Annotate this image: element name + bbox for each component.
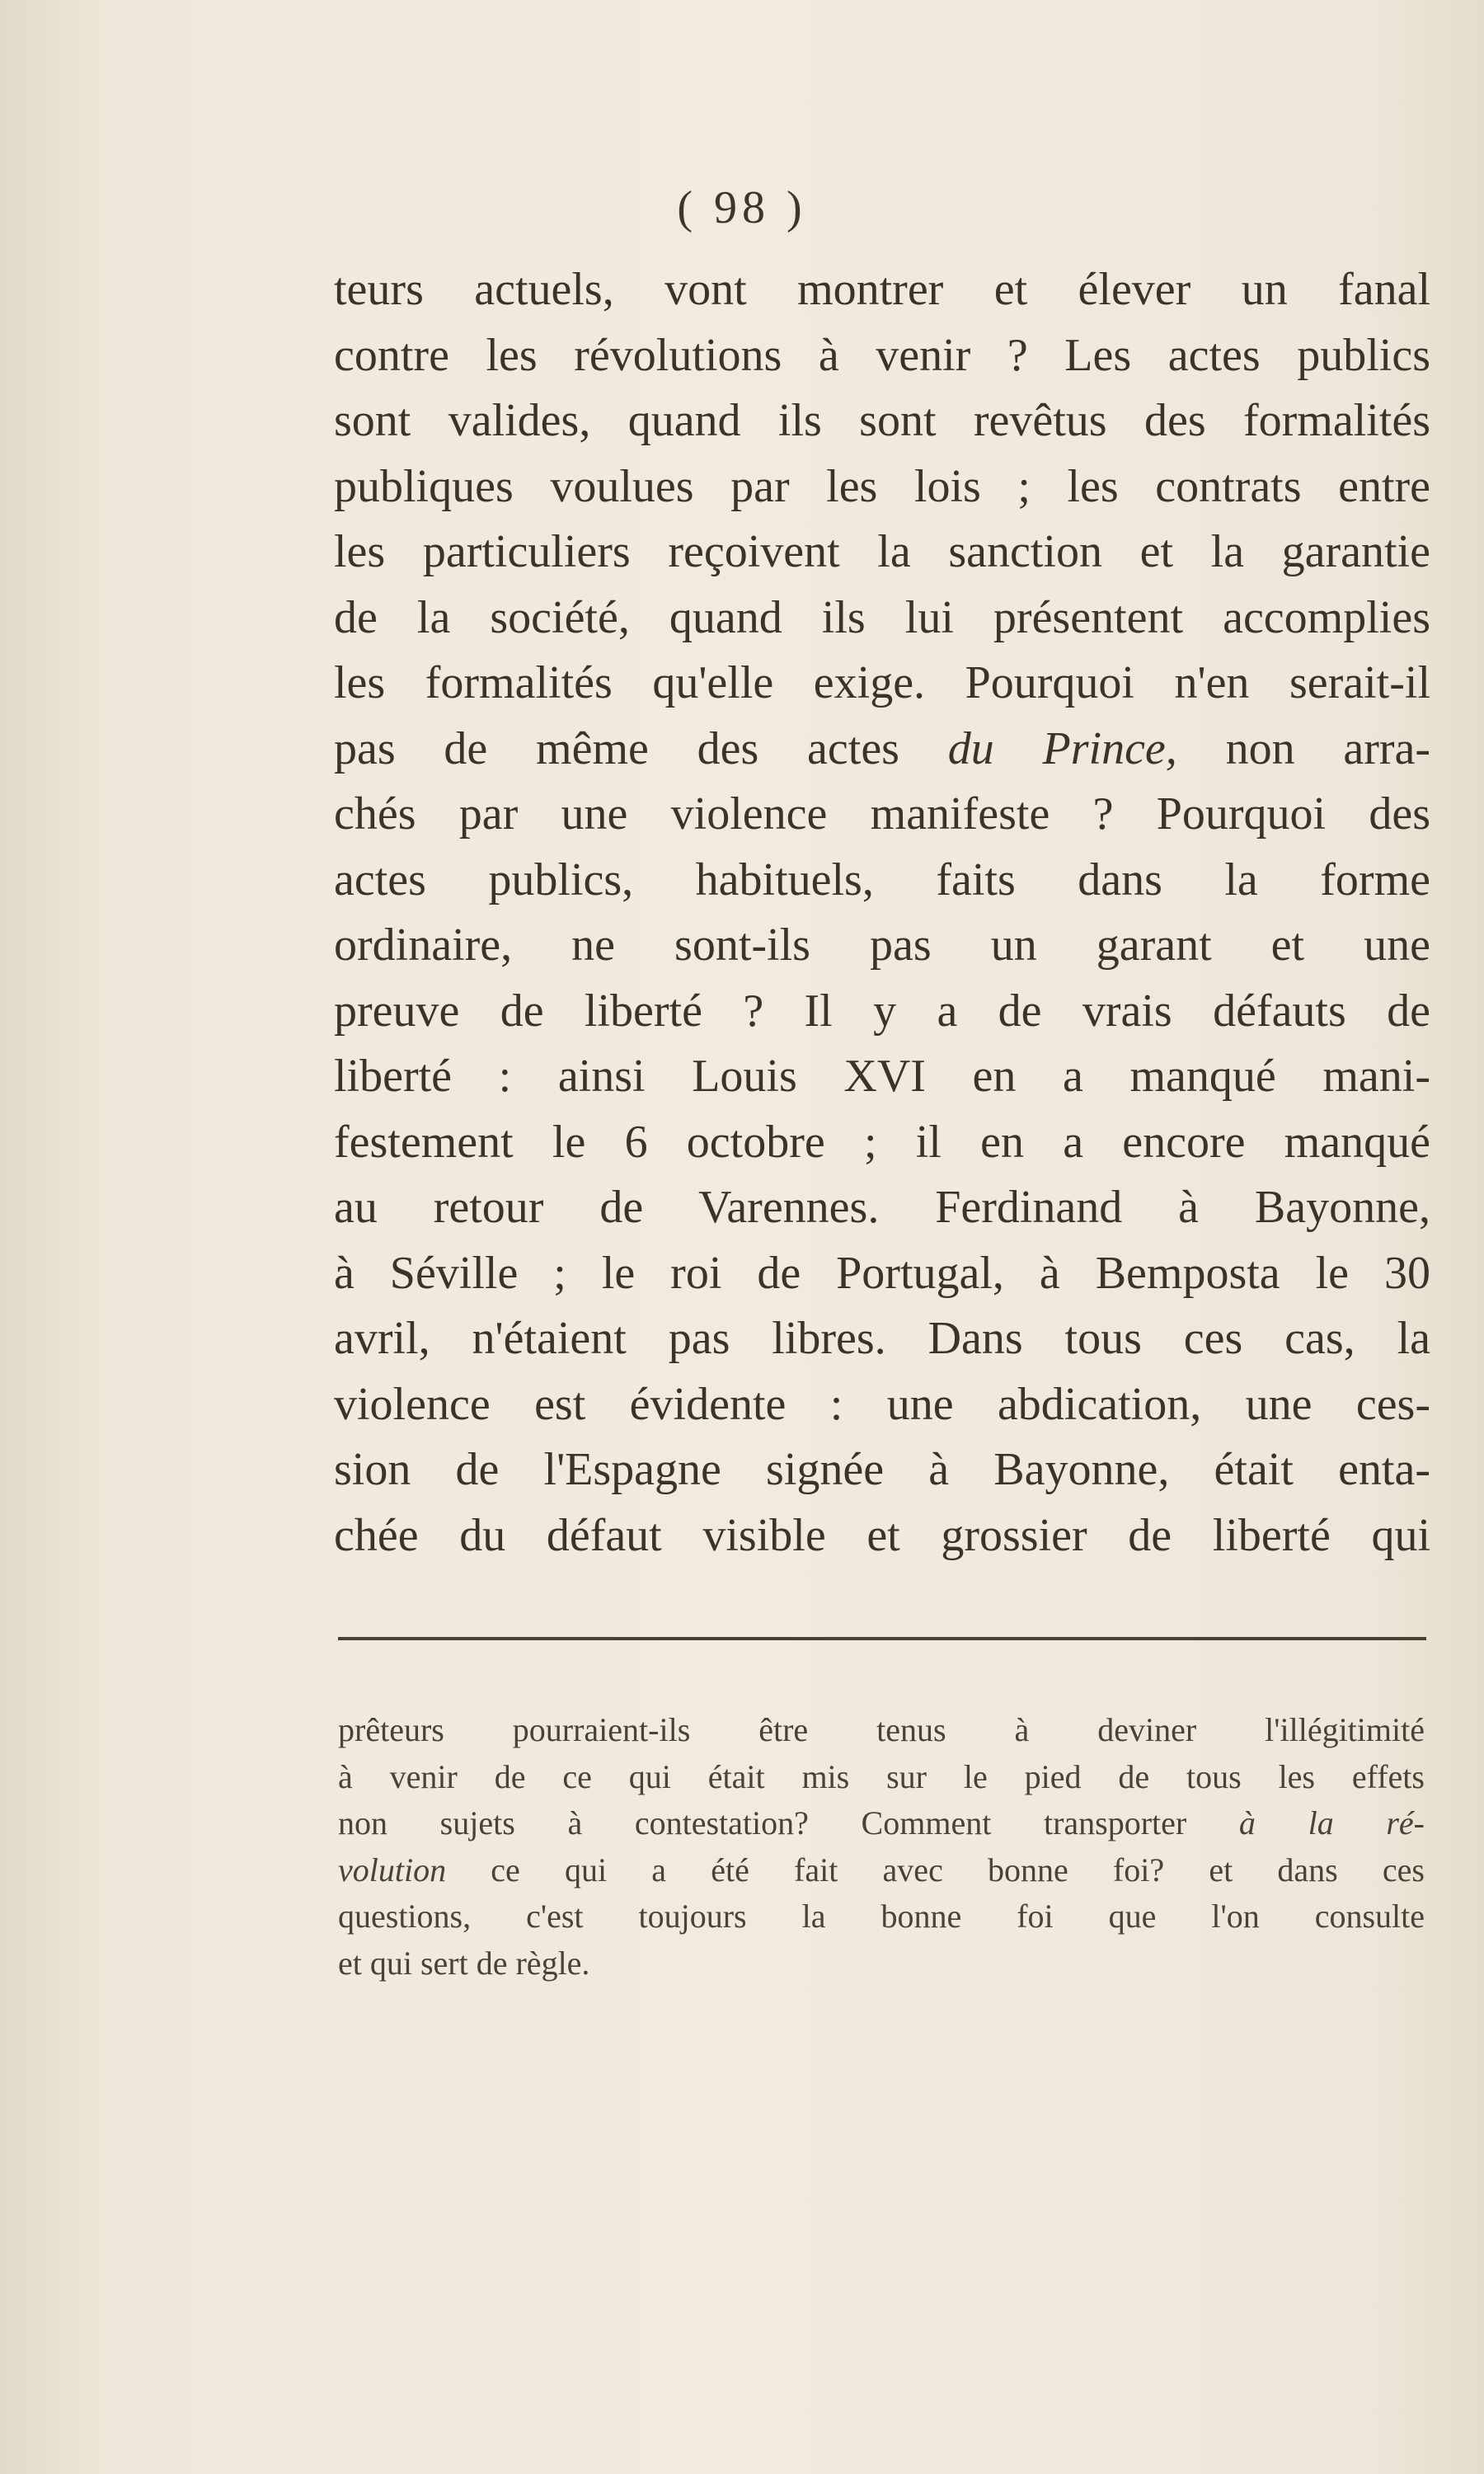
text-line: sion de l'Espagne signée à Bayonne, était enta- [334,1444,1430,1495]
text-line: à Séville ; le roi de Portugal, à Bemposta le 30 [334,1247,1430,1299]
text-segment: non sujets à contestation? Comment transporter [338,1804,1239,1841]
text-line: violence est évidente : une abdication, une ces- [334,1378,1430,1430]
text-line: au retour de Varennes. Ferdinand à Bayonne, [334,1182,1430,1233]
footnote-divider [338,1637,1426,1640]
footnote-line: et qui sert de règle. [338,1944,590,1982]
text-line: sont valides, quand ils sont revêtus des formalités [334,395,1430,446]
main-text [334,257,1430,1569]
text-line: chés par une violence manifeste ? Pourquoi des [334,788,1430,840]
footnote-line [338,1800,1425,1847]
text-line: les formalités qu'elle exige. Pourquoi n'en serait-il [334,657,1430,708]
text-line: chée du défaut visible et grossier de liberté qui [334,1509,1430,1561]
text-line: avril, n'étaient pas libres. Dans tous ces cas, la [334,1313,1430,1364]
text-line: teurs actuels, vont montrer et élever un fanal [334,264,1430,315]
footnote-line [338,1847,1425,1894]
italic-text: à la ré- [1238,1804,1425,1841]
text-segment: pas de même des actes [334,722,948,774]
text-line: les particuliers reçoivent la sanction et la garantie [334,526,1430,577]
text-line [334,717,1430,783]
text-line: contre les révolutions à venir ? Les actes publics [334,329,1430,381]
text-line: festement le 6 octobre ; il en a encore manqué [334,1116,1430,1168]
text-line: preuve de liberté ? Il y a de vrais défauts de [334,985,1430,1037]
text-line: ordinaire, ne sont-ils pas un garant et une [334,920,1430,971]
italic-text: du Prince, [947,722,1177,774]
text-segment: ce qui a été fait avec bonne foi? et dans ces [446,1851,1425,1888]
page-number: ( 98 ) [677,182,807,233]
footnote-line: prêteurs pourraient-ils être tenus à deviner l'illégitimité [338,1711,1425,1748]
text-line: liberté : ainsi Louis XVI en a manqué mani- [334,1051,1430,1102]
italic-text: volution [338,1851,447,1888]
text-segment: non arra- [1176,722,1430,774]
text-line: publiques voulues par les lois ; les contrats entre [334,460,1430,512]
footnote-line: questions, c'est toujours la bonne foi que l'on consulte [338,1898,1425,1935]
text-line: de la société, quand ils lui présentent accomplies [334,591,1430,643]
footnote [338,1707,1425,1987]
text-line: actes publics, habituels, faits dans la forme [334,854,1430,905]
footnote-line: à venir de ce qui était mis sur le pied de tous les effets [338,1757,1425,1795]
